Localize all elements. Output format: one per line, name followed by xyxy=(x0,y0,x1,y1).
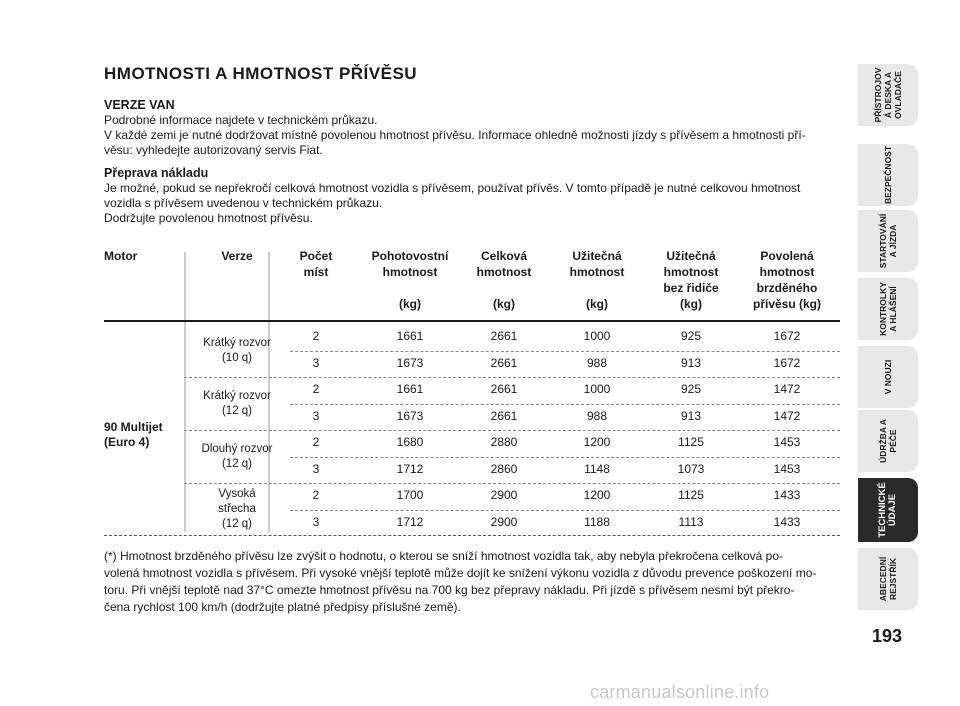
cell-kerb-weight: 1661 xyxy=(396,382,424,396)
header-celkova: Celková hmotnost xyxy=(476,249,532,279)
cell-trailer-weight: 1453 xyxy=(773,461,801,476)
tab-1[interactable] xyxy=(858,64,918,126)
cell-payload-no-driver: 1073 xyxy=(677,461,705,476)
page-title: HMOTNOSTI A HMOTNOST PŘÍVĚSU xyxy=(104,64,418,83)
motor-cell: 90 Multijet (Euro 4) xyxy=(104,420,163,449)
variant-cell: Krátký rozvor (10 q) xyxy=(203,336,271,364)
cell-trailer-weight: 1472 xyxy=(773,408,801,423)
section-heading: Přeprava nákladu xyxy=(104,166,209,180)
cell-payload: 1200 xyxy=(583,488,611,502)
section-line: Dodržujte povolenou hmotnost přívěsu. xyxy=(104,211,313,225)
header-uzitecna-bez-ridice: Užitečná hmotnost bez řidiče xyxy=(663,249,719,295)
unit-uzitecna-bez: (kg) xyxy=(680,297,702,311)
section-line: Je možné, pokud se nepřekročí celková hmotnost vozidla s přívěsem, používat přívěs. V tomto případě je nutné celkovou hmotnost xyxy=(104,181,801,195)
cell-kerb-weight: 1673 xyxy=(396,355,424,370)
cell-seats: 2 xyxy=(312,488,320,502)
row-divider xyxy=(290,510,840,511)
row-divider xyxy=(290,404,840,405)
section-payload xyxy=(104,166,840,226)
tab-3[interactable] xyxy=(858,210,918,272)
table-bottom-rule xyxy=(104,535,840,536)
cell-kerb-weight: 1712 xyxy=(396,514,424,529)
group-divider xyxy=(184,483,840,484)
cell-kerb-weight: 1700 xyxy=(396,488,424,502)
page-number: 193 xyxy=(871,626,903,646)
tab-2[interactable] xyxy=(858,144,918,206)
cell-payload-no-driver: 913 xyxy=(680,355,702,370)
tab-label: BEZPEČNOST xyxy=(883,145,893,205)
cell-payload-no-driver: 925 xyxy=(680,329,702,343)
row-divider xyxy=(290,457,840,458)
cell-trailer-weight: 1433 xyxy=(773,514,801,529)
cell-kerb-weight: 1680 xyxy=(396,435,424,449)
cell-gross-weight: 2900 xyxy=(490,514,518,529)
variant-cell: Krátký rozvor (12 q) xyxy=(203,389,271,417)
cell-payload-no-driver: 1125 xyxy=(678,488,704,502)
cell-gross-weight: 2661 xyxy=(490,355,518,370)
variant-cell: Vysoká střecha (12 q) xyxy=(218,488,256,530)
cell-trailer-weight: 1672 xyxy=(773,355,801,370)
header-pocet-mist: Počet míst xyxy=(299,249,333,279)
cell-payload-no-driver: 1113 xyxy=(678,514,704,529)
section-line: V každé zemi je nutné dodržovat místně povolenou hmotnost přívěsu. Informace ohledně možnosti jízdy s přívěsem a hmotnosti pří- xyxy=(104,128,806,142)
cell-payload: 1188 xyxy=(584,514,610,529)
cell-payload: 988 xyxy=(586,355,608,370)
cell-trailer-weight: 1453 xyxy=(773,435,801,449)
header-povolena: Povolená hmotnost brzděného xyxy=(756,249,818,295)
cell-gross-weight: 2661 xyxy=(490,408,518,423)
tab-4[interactable] xyxy=(858,278,918,340)
cell-payload-no-driver: 925 xyxy=(680,382,702,396)
section-heading: VERZE VAN xyxy=(104,98,175,112)
group-divider xyxy=(184,377,840,378)
cell-gross-weight: 2661 xyxy=(490,382,518,396)
section-line: vozidla s přívěsem uvedenou v technickém průkazu. xyxy=(104,196,383,210)
footnote-line: toru. Při vnější teplotě nad 37°C omezte hmotnost přívěsu na 700 kg bez přepravy nákladu. Při jízdě s přívěsem nesmí být překro- xyxy=(104,583,795,597)
cell-payload: 1000 xyxy=(583,382,611,396)
group-divider xyxy=(184,430,840,431)
cell-seats: 2 xyxy=(312,382,320,396)
cell-gross-weight: 2880 xyxy=(490,435,518,449)
footnote xyxy=(104,548,840,616)
section-line: Podrobné informace najdete v technickém průkazu. xyxy=(104,113,378,127)
tab-label: ABECEDNÍ REJSTŘÍK xyxy=(878,556,898,602)
header-motor: Motor xyxy=(104,249,138,263)
footnote-line: volená hmotnost vozidla s přívěsem. Při vysoké vnější teplotě může dojít ke snížení výkonu vozidla z důvodu prevence poškození mo- xyxy=(104,566,817,580)
cell-kerb-weight: 1661 xyxy=(396,329,424,343)
tab-label: STARTOVÁNÍ A JÍZDA xyxy=(878,213,898,269)
tab-label: ÚDRŽBA A PÉČE xyxy=(878,419,898,463)
tab-8[interactable] xyxy=(858,548,918,610)
cell-payload: 1148 xyxy=(584,461,610,476)
cell-gross-weight: 2661 xyxy=(490,329,518,343)
cell-gross-weight: 2900 xyxy=(490,488,518,502)
cell-seats: 3 xyxy=(312,408,320,423)
unit-povolena: přívěsu (kg) xyxy=(752,297,821,311)
unit-celkova: (kg) xyxy=(493,297,515,311)
cell-seats: 3 xyxy=(312,514,320,529)
cell-seats: 2 xyxy=(312,329,320,343)
weights-table xyxy=(104,248,840,538)
cell-seats: 2 xyxy=(312,435,320,449)
cell-payload-no-driver: 1125 xyxy=(678,435,704,449)
variant-cell: Dlouhý rozvor (12 q) xyxy=(201,442,273,470)
tab-label: KONTROLKY A HLÁŠENÍ xyxy=(878,282,898,336)
cell-seats: 3 xyxy=(312,461,320,476)
watermark: carmanualsonline.info xyxy=(590,682,770,702)
footnote-line: (*) Hmotnost brzděného přívěsu lze zvýšit o hodnotu, o kterou se sníží hmotnost vozidla tak, aby nebyla překročena celková po- xyxy=(104,549,784,563)
tab-label: TECHNICKÉ ÚDAJE xyxy=(877,482,898,538)
cell-kerb-weight: 1673 xyxy=(396,408,424,423)
header-rule xyxy=(104,320,840,322)
cell-trailer-weight: 1472 xyxy=(773,382,801,396)
cell-payload: 988 xyxy=(586,408,608,423)
header-verze: Verze xyxy=(221,249,253,263)
cell-kerb-weight: 1712 xyxy=(396,461,424,476)
footnote-line: čena rychlost 100 km/h (dodržujte platné předpisy příslušné země). xyxy=(104,600,461,614)
section-line: věsu: vyhledejte autorizovaný servis Fiat. xyxy=(104,143,323,157)
tab-6[interactable] xyxy=(858,410,918,472)
tab-label: V NOUZI xyxy=(883,359,893,395)
row-divider xyxy=(290,351,840,352)
cell-payload: 1000 xyxy=(583,329,611,343)
tab-7[interactable] xyxy=(858,478,918,542)
cell-gross-weight: 2860 xyxy=(490,461,518,476)
unit-uzitecna: (kg) xyxy=(586,297,608,311)
cell-trailer-weight: 1672 xyxy=(773,329,801,343)
cell-trailer-weight: 1433 xyxy=(773,488,801,502)
tab-label: PŘÍSTROJOV Á DESKA A OVLADAČE xyxy=(873,67,903,123)
header-pohotovostni: Pohotovostní hmotnost xyxy=(371,249,449,279)
section-van xyxy=(104,98,840,158)
cell-seats: 3 xyxy=(312,355,320,370)
unit-pohotovostni: (kg) xyxy=(399,297,421,311)
cell-payload: 1200 xyxy=(583,435,611,449)
tab-5[interactable] xyxy=(858,346,918,408)
header-uzitecna: Užitečná hmotnost xyxy=(569,249,625,279)
cell-payload-no-driver: 913 xyxy=(680,408,702,423)
